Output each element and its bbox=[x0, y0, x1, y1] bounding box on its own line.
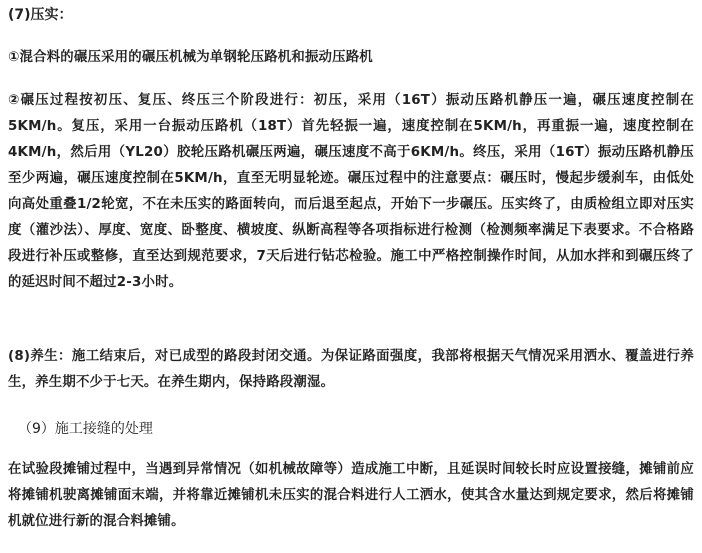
section-7-heading: (7)压实： bbox=[8, 7, 73, 23]
section-7-paragraph-1: ①混合料的碾压采用的碾压机械为单钢轮压路机和振动压路机 bbox=[8, 50, 373, 65]
section-8-paragraph: (8)养生：施工结束后，对已成型的路段封闭交通。为保证路面强度，我部将根据天气情况采用洒水、覆盖进行养生，养生期不少于七天。在养生期内，保持路段潮湿。 bbox=[8, 349, 694, 390]
section-9-heading: （9）施工接缝的处理 bbox=[18, 421, 153, 437]
section-7-paragraph-2: ②碾压过程按初压、复压、终压三个阶段进行：初压，采用（16T）振动压路机静压一遍，碾压速度控制在5KM/h。复压，采用一台振动压路机（18T）首先轻振一遍，速度控制在5KM/h，再重振一遍，速度控制在4KM/h，然后用（YL20）胶轮压路机碾压两遍，碾压速度不高于6KM/h。终压，采用（16T）振动压路机静压至少两遍，碾压速度控制在5KM/h，直至无明显轮迹。碾压过程中的注意要点：碾压时，慢起步缓刹车，由低处向高处重叠1/2轮宽，不在未压实的路面转向，而后退至起点，开始下一步碾压。压实终了，由质检组立即对压实度（灌沙法）、厚度、宽度、卧整度、横坡度、纵断高程等各项指标进行检测（检测频率满足下表要求。不合格路段进行补压或整修，直至达到规范要求，7天后进行钻芯检验。施工中严格控制操作时间，从加水拌和到碾压终了的延迟时间不超过2-3小时。 bbox=[8, 93, 694, 290]
section-9-paragraph: 在试验段摊铺过程中，当遇到异常情况（如机械故障等）造成施工中断，且延误时间较长时应设置接缝，摊铺前应将摊铺机驶离摊铺面末端，并将靠近摊铺机未压实的混合料进行人工洒水，使其含水量达到规定要求，然后将摊铺机就位进行新的混合料摊铺。 bbox=[8, 462, 694, 529]
